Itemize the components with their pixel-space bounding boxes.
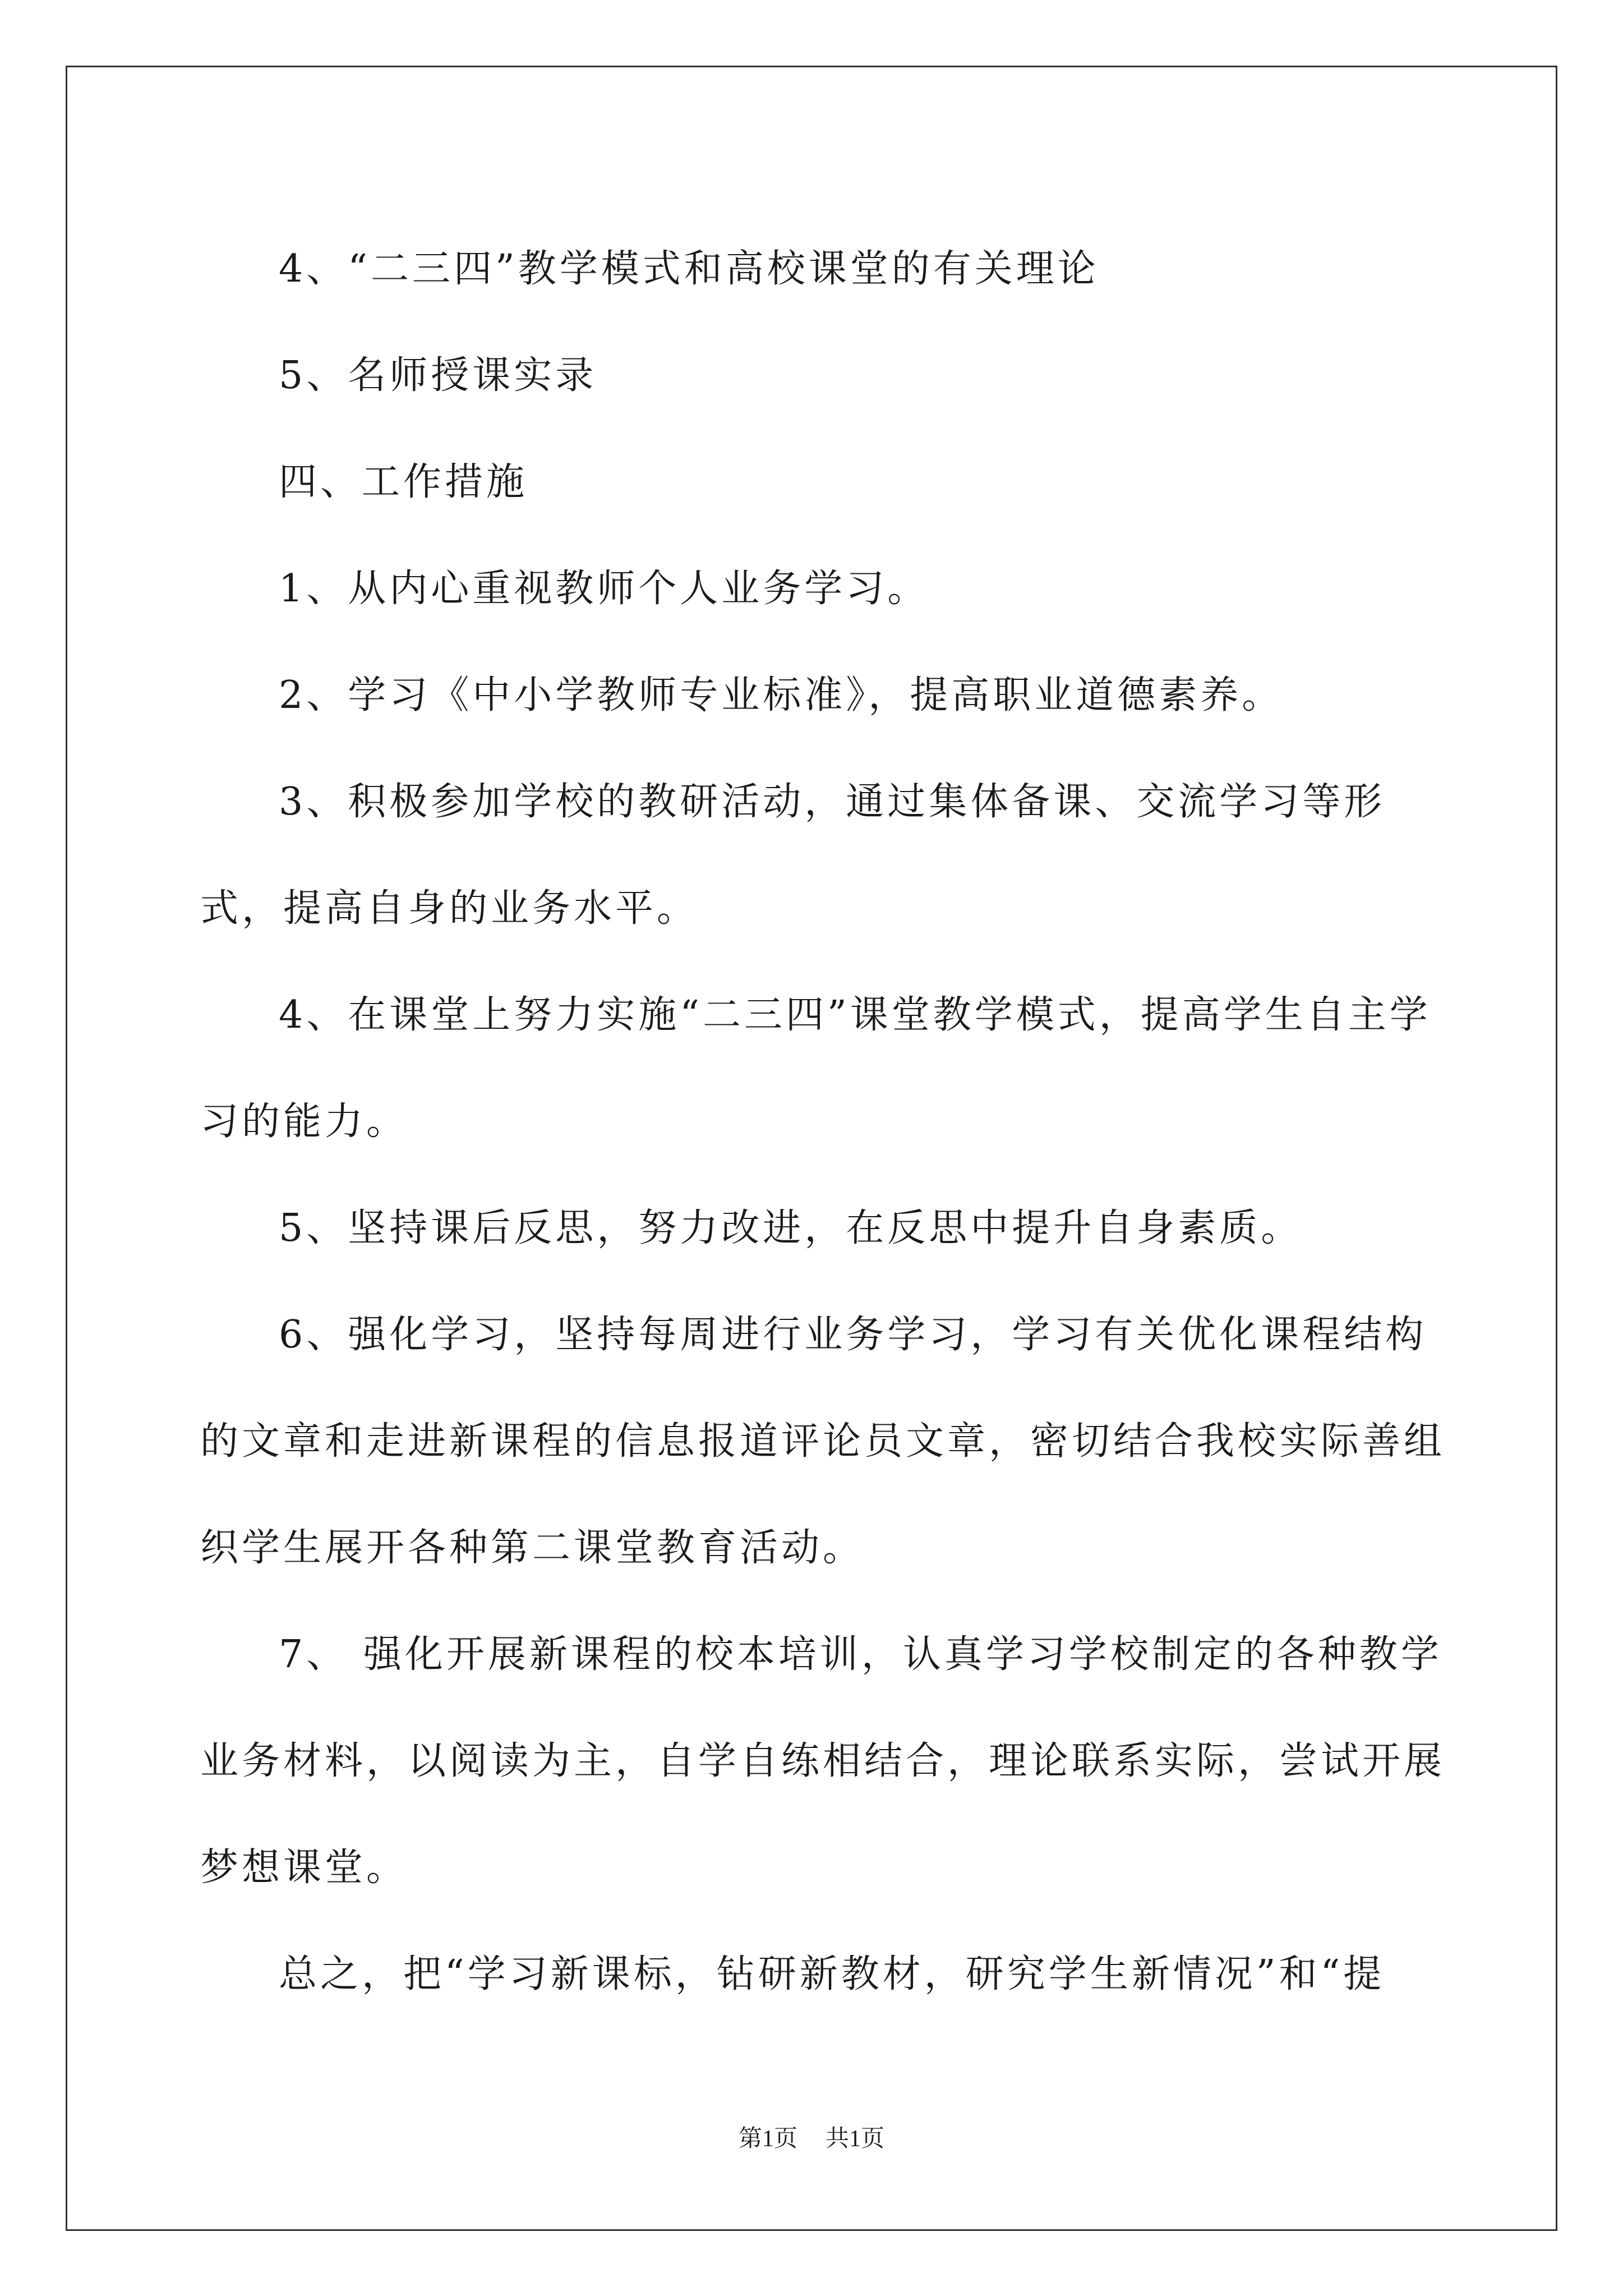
paragraph-measure-7: 7、 强化开展新课程的校本培训，认真学习学校制定的各种教学业务材料，以阅读为主，自学自练相结合，理论联系实际，尝试开展梦想课堂。 [200, 1632, 1446, 1890]
page-footer [0, 2125, 1623, 2153]
paragraph-measure-1: 1、从内心重视教师个人业务学习。 [279, 567, 929, 611]
document-body [200, 216, 1456, 2028]
paragraph-measure-5: 5、坚持课后反思，努力改进，在反思中提升自身素质。 [279, 1206, 1303, 1250]
page-number-total: 共1页 [826, 2126, 885, 2152]
paragraph-measure-4: 4、在课堂上努力实施“二三四”课堂教学模式，提高学生自主学习的能力。 [200, 993, 1431, 1144]
paragraph-measure-6: 6、强化学习，坚持每周进行业务学习，学习有关优化课程结构的文章和走进新课程的信息报道评论员文章，密切结合我校实际善组织学生展开各种第二课堂教育活动。 [200, 1313, 1446, 1570]
paragraph-item-5-records: 5、名师授课实录 [279, 353, 597, 398]
paragraph-summary: 总之，把“学习新课标，钻研新教材，研究学生新情况”和“提 [279, 1952, 1385, 1996]
section-heading-measures: 四、工作措施 [279, 460, 528, 504]
paragraph-item-4-theory: 4、“二三四”教学模式和高校课堂的有关理论 [279, 247, 1099, 291]
paragraph-measure-3: 3、积极参加学校的教研活动，通过集体备课、交流学习等形式，提高自身的业务水平。 [200, 780, 1386, 931]
paragraph-measure-2: 2、学习《中小学教师专业标准》，提高职业道德素养。 [279, 673, 1284, 717]
page-number-current: 第1页 [738, 2126, 797, 2152]
